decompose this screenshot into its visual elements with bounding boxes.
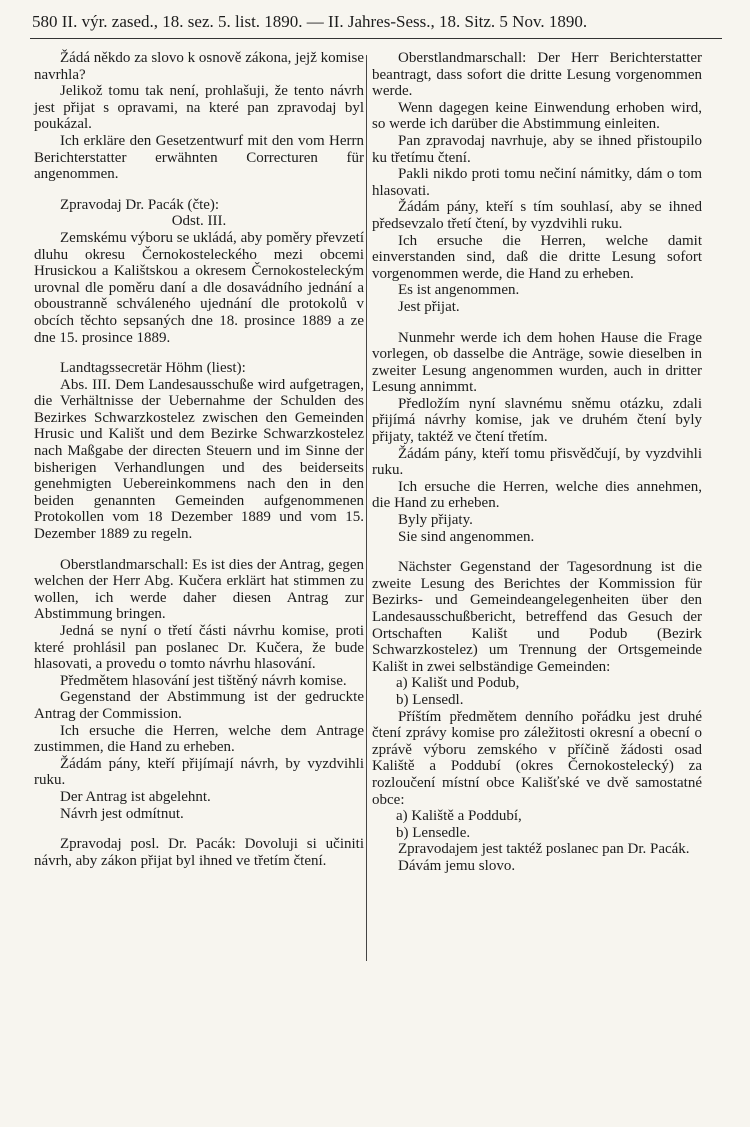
right-paragraph: Sie sind angenommen. xyxy=(398,528,535,545)
left-paragraph: Odst. III. xyxy=(171,213,227,230)
left-paragraph: Ich ersuche die Herren, welche dem Antrage zustimmen, die Hand zu erheben. xyxy=(34,722,364,756)
left-paragraph: Oberstlandmarschall: Es ist dies der Antrag, gegen welchen der Herr Abg. Kučera erklärt hat stimmen zu wollen, ich werde daher diesen Antrag zur Abstimmung bringen. xyxy=(34,556,364,623)
paragraph-gap xyxy=(34,346,364,360)
right-paragraph: Ich ersuche die Herren, welche damit einverstanden sind, daß die dritte Lesung sofort vorgenommen werde, die Hand zu erheben. xyxy=(372,232,702,282)
right-paragraph: Nächster Gegenstand der Tagesordnung ist die zweite Lesung des Berichtes der Kommission für Bezirks- und Gemeindeangelegenheiten über den Landesausschußbericht, betreffend das Gesuch der Ortschaften Kališt und Podub (Bezirk Schwarzkostelez) um Trennung der Ortsgemeinde Kališt in zwei selbständige Gemeinden: xyxy=(372,559,702,675)
left-paragraph: Předmětem hlasování jest tištěný návrh komise. xyxy=(60,672,347,689)
left-paragraph: Abs. III. Dem Landesausschuße wird aufgetragen, die Verhältnisse der Uebernahme der Schulden des Bezirkes Schwarzkostelez zwischen den Gemeinden Hrusic und Kališt und dem Bezirke Schwarzkostelez nach Maßgabe der directen Steuern und im Sinne der bisherigen Verhandlungen und des beiderseits genehmigten Uebereinkommens nach den in den beiden genannten Gemeinden aufgenommenen Protokollen vom 18 Dezember 1889 und vom 15. Dezember 1889 zu regeln. xyxy=(34,376,364,543)
header-rule xyxy=(30,38,722,39)
right-paragraph: Es ist angenommen. xyxy=(398,282,520,299)
right-paragraph: Oberstlandmarschall: Der Herr Berichterstatter beantragt, dass sofort die dritte Lesung vorgenommen werde. xyxy=(372,50,702,100)
paragraph-gap xyxy=(34,183,364,197)
paragraph-gap xyxy=(372,316,702,330)
left-paragraph: Zemskému výboru se ukládá, aby poměry převzetí dluhu okresu Černokosteleckého mezi obcemi Hrusickou a Kalištskou a okresem Černokosteleckým urovnal dle poměru daní a dle dosavádního jednání a oboustranně schváleného ujednání dle protokolů v obcích těchto sepsaných dne 18. prosince 1889 a ze dne 15. prosince 1889. xyxy=(34,229,364,346)
left-paragraph: Žádám pány, kteří přijímají návrh, by vyzdvihli ruku. xyxy=(34,755,364,789)
right-paragraph: Ich ersuche die Herren, welche dies annehmen, die Hand zu erheben. xyxy=(372,478,702,512)
column-divider xyxy=(366,55,367,961)
right-paragraph: b) Lensedl. xyxy=(396,691,464,708)
right-paragraph: Pan zpravodaj navrhuje, aby se ihned přistoupilo ku třetímu čtení. xyxy=(372,132,702,166)
right-paragraph: Příštím předmětem denního pořádku jest druhé čtení zprávy komise pro záležitosti okresní a obecní o zprávě výboru zemského v příčině žádosti osad Kaliště a Poddubí (okres Černokostelecký) za rozloučení místní obce Kališťské ve dvě samostatné obce: xyxy=(372,708,702,808)
left-paragraph: Ich erkläre den Gesetzentwurf mit den vom Herrn Berichterstatter erwähnten Correcturen für angenommen. xyxy=(34,132,364,183)
paragraph-gap xyxy=(34,543,364,557)
left-paragraph: Jelikož tomu tak není, prohlašuji, že tento návrh jest přijat s opravami, na které pan zpravodaj byl poukázal. xyxy=(34,83,364,133)
left-paragraph: Der Antrag ist abgelehnt. xyxy=(60,788,211,805)
right-paragraph: a) Kaliště a Poddubí, xyxy=(396,808,522,825)
right-paragraph: Wenn dagegen keine Einwendung erhoben wird, so werde ich darüber die Abstimmung einleiten. xyxy=(372,99,702,133)
right-paragraph: Žádám pány, kteří tomu přisvědčují, by vyzdvihli ruku. xyxy=(372,445,702,479)
right-paragraph: Jest přijat. xyxy=(398,298,460,315)
left-paragraph: Žádá někdo za slovo k osnově zákona, jejž komise navrhla? xyxy=(34,50,364,83)
right-paragraph: Předložím nyní slavnému sněmu otázku, zdali přijímá návrhy komise, jak ve druhém čtení byly přijaty, taktéž ve čtení třetím. xyxy=(372,395,702,446)
right-paragraph: Zpravodajem jest taktéž poslanec pan Dr. Pacák. xyxy=(398,841,690,858)
right-paragraph: Pakli nikdo proti tomu nečiní námitky, dám o tom hlasovati. xyxy=(372,166,702,199)
right-paragraph: Dávám jemu slovo. xyxy=(398,857,516,874)
left-paragraph: Gegenstand der Abstimmung ist der gedruckte Antrag der Commission. xyxy=(34,689,364,722)
page-header: 580 II. výr. zased., 18. sez. 5. list. 1890. — II. Jahres-Sess., 18. Sitz. 5 Nov. 1890. xyxy=(32,12,588,31)
left-paragraph: Jedná se nyní o třetí části návrhu komise, proti které prohlásil pan poslanec Dr. Kučera, že bude hlasovati, a provedu o tomto návrhu hlasování. xyxy=(34,623,364,673)
paragraph-gap xyxy=(34,822,364,836)
right-paragraph: Nunmehr werde ich dem hohen Hause die Frage vorlegen, ob dasselbe die Anträge, sowie dieselben in zweiter Lesung angenommen wurden, auch in dritter Lesung annimmt. xyxy=(372,329,702,396)
right-column xyxy=(372,50,702,875)
right-paragraph: Byly přijaty. xyxy=(398,512,473,529)
left-paragraph: Návrh jest odmítnut. xyxy=(60,805,184,822)
left-paragraph: Zpravodaj Dr. Pacák (čte): xyxy=(60,196,220,213)
left-paragraph: Landtagssecretär Höhm (liest): xyxy=(60,360,246,377)
right-paragraph: a) Kališt und Podub, xyxy=(396,675,520,692)
left-column xyxy=(34,50,364,869)
paragraph-gap xyxy=(372,545,702,559)
right-paragraph: Žádám pány, kteří s tím souhlasí, aby se ihned předsevzalo třetí čtení, by vyzdvihli ruku. xyxy=(372,199,702,232)
left-paragraph: Zpravodaj posl. Dr. Pacák: Dovoluji si učiniti návrh, aby zákon přijat byl ihned ve třetím čtení. xyxy=(34,836,364,869)
right-paragraph: b) Lensedle. xyxy=(396,824,471,841)
